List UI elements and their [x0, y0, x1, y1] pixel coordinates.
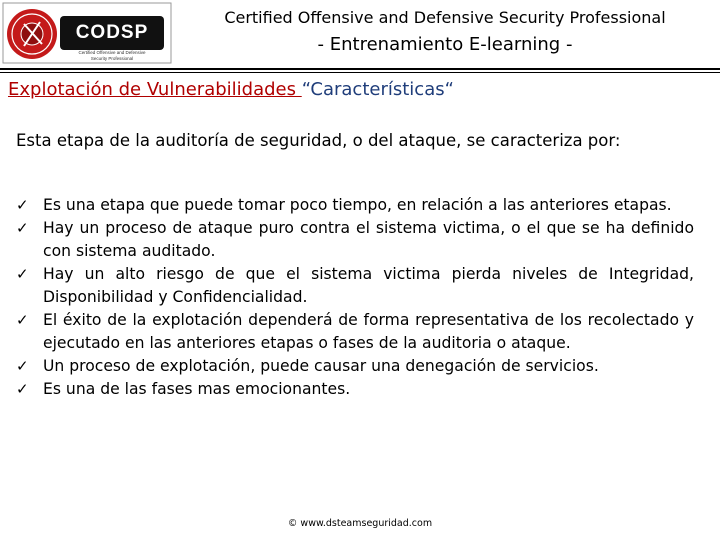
slide-title	[8, 79, 708, 101]
checkmark-icon: ✓	[16, 380, 29, 398]
svg-text:Security Professional: Security Professional	[90, 56, 134, 61]
header-divider-thin	[0, 72, 720, 73]
svg-text:Certified Offensive and Defens: Certified Offensive and Defensive	[78, 50, 146, 55]
slide-title-main: Explotación de Vulnerabilidades	[8, 79, 302, 100]
bullet-list	[16, 194, 694, 401]
header-divider	[0, 68, 720, 70]
bullet-text: Un proceso de explotación, puede causar una denegación de servicios.	[43, 357, 599, 375]
bullet-text: Es una etapa que puede tomar poco tiempo, en relación a las anteriores etapas.	[43, 196, 672, 214]
list-item	[16, 194, 694, 217]
logo-graphic	[2, 2, 172, 64]
checkmark-icon: ✓	[16, 265, 29, 283]
checkmark-icon: ✓	[16, 311, 29, 329]
header-title: Certified Offensive and Defensive Security Professional	[224, 8, 666, 27]
checkmark-icon: ✓	[16, 196, 29, 214]
list-item	[16, 378, 694, 401]
intro-paragraph: Esta etapa de la auditoría de seguridad, o del ataque, se caracteriza por:	[16, 131, 621, 150]
list-item	[16, 263, 694, 309]
list-item	[16, 355, 694, 378]
header	[0, 0, 720, 70]
list-item	[16, 217, 694, 263]
bullet-text: Hay un proceso de ataque puro contra el sistema victima, o el que se ha definido con sistema auditado.	[43, 219, 694, 260]
slide-title-quote: “Características“	[301, 79, 454, 100]
list-item	[16, 309, 694, 355]
bullet-text: El éxito de la explotación dependerá de forma representativa de los recolectado y ejecutado en las anteriores etapas o fases de la auditoria o ataque.	[43, 311, 694, 352]
bullet-text: Hay un alto riesgo de que el sistema victima pierda niveles de Integridad, Disponibilidad y Confidencialidad.	[43, 265, 694, 306]
footer-copyright: © www.dsteamseguridad.com	[287, 518, 433, 529]
bullet-text: Es una de las fases mas emocionantes.	[43, 380, 351, 398]
checkmark-icon: ✓	[16, 357, 29, 375]
codsp-logo	[2, 2, 172, 64]
header-subtitle: - Entrenamiento E-learning -	[317, 34, 573, 55]
checkmark-icon: ✓	[16, 219, 29, 237]
svg-text:CODSP: CODSP	[75, 22, 149, 43]
